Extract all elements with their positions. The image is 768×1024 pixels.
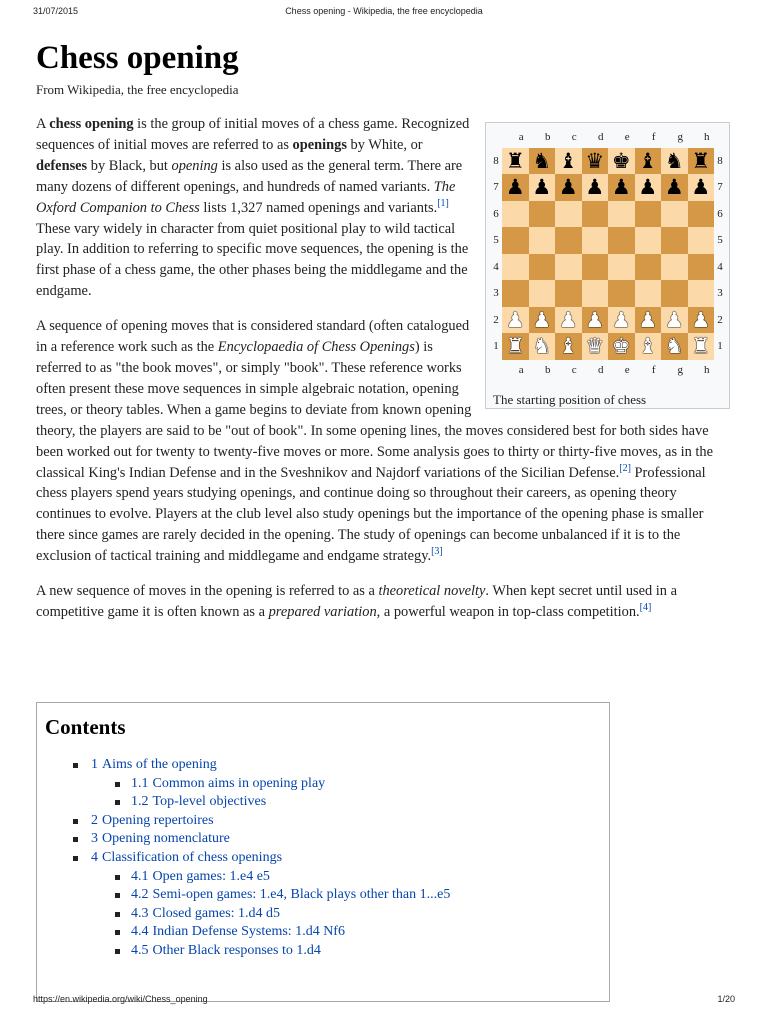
toc-item (45, 830, 601, 849)
square-b1 (529, 333, 556, 360)
toc-number: 4.2 (131, 887, 149, 903)
square-b5 (529, 227, 556, 254)
square-e8 (608, 148, 635, 175)
square-c6 (555, 201, 582, 228)
toc-list (45, 756, 601, 961)
citation-link-3[interactable]: [3] (431, 546, 443, 558)
square-d1 (582, 333, 609, 360)
toc-label: Classification of chess openings (102, 849, 283, 865)
toc-number: 4.5 (131, 942, 149, 958)
black-knight-icon: ♞ (532, 148, 552, 173)
rank-labels-left (490, 148, 502, 360)
toc-label: Top-level objectives (152, 794, 267, 810)
square-b6 (529, 201, 556, 228)
toc-label: Opening nomenclature (102, 831, 230, 847)
white-pawn-icon: ♟ (585, 307, 605, 332)
square-d4 (582, 254, 609, 281)
square-c3 (555, 280, 582, 307)
toc-link[interactable] (131, 869, 270, 884)
paragraph-intro: A chess opening is the group of initial moves of a chess game. Recognized sequences of initial moves are referred to as openings by White, or defenses by Black, but opening is also used as the general term. There are many dozens of different openings, and hundreds of named variants. The Oxford Companion to Chess lists 1,327 named openings and variants.[1] These vary widely in character from quiet positional play to wild tactical play. In addition to referring to specific move sequences, the opening is the first phase of a chess game, the other phases being the middlegame and the endgame. (36, 116, 470, 300)
rank-label: 3 (717, 287, 723, 300)
toc-item (45, 775, 601, 794)
file-label: e (624, 363, 630, 376)
toc-link[interactable] (91, 831, 230, 846)
toc-link[interactable] (131, 924, 345, 939)
black-rook-icon: ♜ (691, 148, 711, 173)
citation-link-4[interactable]: [4] (639, 602, 652, 614)
rank-label: 6 (717, 207, 723, 220)
square-d6 (582, 201, 609, 228)
rank-label: 2 (493, 313, 499, 326)
square-a2 (502, 307, 529, 334)
black-pawn-icon: ♟ (585, 175, 605, 200)
white-bishop-icon: ♝ (558, 334, 578, 359)
file-labels-top (508, 127, 720, 148)
square-a5 (502, 227, 529, 254)
square-a1 (502, 333, 529, 360)
file-label: e (624, 131, 630, 143)
file-label: h (704, 131, 710, 143)
black-pawn-icon: ♟ (638, 175, 658, 200)
square-b8 (529, 148, 556, 175)
file-label: g (677, 131, 683, 143)
citation-link-2[interactable]: [2] (619, 462, 631, 474)
black-pawn-icon: ♟ (611, 175, 631, 200)
white-king-icon: ♚ (611, 334, 631, 359)
toc-link[interactable] (91, 850, 282, 865)
square-h8 (688, 148, 715, 175)
rank-label: 5 (493, 234, 499, 247)
toc-item (45, 868, 601, 887)
square-h1 (688, 333, 715, 360)
print-url: https://en.wikipedia.org/wiki/Chess_opening (33, 994, 208, 1004)
toc-item (45, 942, 601, 961)
square-e5 (608, 227, 635, 254)
square-h7 (688, 174, 715, 201)
rank-label: 5 (717, 234, 723, 247)
rank-label: 1 (493, 340, 499, 353)
square-f1 (635, 333, 662, 360)
toc-item (45, 849, 601, 868)
square-a3 (502, 280, 529, 307)
toc-item (45, 905, 601, 924)
square-d5 (582, 227, 609, 254)
square-h6 (688, 201, 715, 228)
square-g5 (661, 227, 688, 254)
black-pawn-icon: ♟ (558, 175, 578, 200)
black-rook-icon: ♜ (505, 148, 525, 173)
rank-label: 2 (717, 313, 723, 326)
square-g2 (661, 307, 688, 334)
toc-number: 4.1 (131, 868, 149, 884)
toc-number: 4.4 (131, 924, 149, 940)
rank-label: 7 (717, 181, 723, 194)
toc-label: Open games: 1.e4 e5 (152, 868, 270, 884)
white-pawn-icon: ♟ (505, 307, 525, 332)
square-d2 (582, 307, 609, 334)
square-f7 (635, 174, 662, 201)
square-g8 (661, 148, 688, 175)
toc-label: Indian Defense Systems: 1.d4 Nf6 (152, 924, 345, 940)
black-pawn-icon: ♟ (532, 175, 552, 200)
file-label: d (598, 131, 604, 143)
file-label: f (651, 131, 656, 143)
white-knight-icon: ♞ (532, 334, 552, 359)
file-label: a (518, 131, 524, 143)
file-label: d (598, 363, 604, 376)
table-of-contents (36, 702, 610, 1002)
rank-label: 3 (493, 287, 499, 300)
square-b7 (529, 174, 556, 201)
square-h2 (688, 307, 715, 334)
square-g7 (661, 174, 688, 201)
print-page-title: Chess opening - Wikipedia, the free encyclopedia (285, 6, 483, 16)
square-b4 (529, 254, 556, 281)
toc-number: 2 (91, 812, 98, 828)
file-label: b (545, 131, 551, 143)
toc-item (45, 886, 601, 905)
square-h5 (688, 227, 715, 254)
infobox-caption: The starting position of chess (493, 392, 647, 407)
white-bishop-icon: ♝ (638, 334, 658, 359)
toc-label: Aims of the opening (102, 757, 217, 772)
chess-board (502, 148, 714, 360)
rank-label: 7 (493, 181, 499, 194)
black-pawn-icon: ♟ (505, 175, 525, 200)
toc-link[interactable] (131, 887, 450, 902)
white-pawn-icon: ♟ (638, 307, 658, 332)
square-c7 (555, 174, 582, 201)
toc-link[interactable] (131, 794, 266, 809)
rank-label: 6 (493, 207, 499, 220)
square-g3 (661, 280, 688, 307)
black-king-icon: ♚ (611, 148, 631, 173)
black-bishop-icon: ♝ (638, 148, 658, 173)
rank-label: 8 (717, 154, 723, 167)
toc-number: 3 (91, 831, 98, 847)
toc-number: 1.2 (131, 794, 149, 810)
square-a4 (502, 254, 529, 281)
square-e1 (608, 333, 635, 360)
toc-number: 4.3 (131, 905, 149, 921)
square-e7 (608, 174, 635, 201)
file-label: c (571, 363, 577, 376)
file-label: g (677, 363, 683, 376)
paragraph-novelty: A new sequence of moves in the opening is referred to as a theoretical novelty. When kept secret until used in a competitive game it is often known as a prepared variation, a powerful weapon in top-class competition.[4] (36, 583, 677, 620)
rank-labels-right (714, 148, 726, 360)
white-queen-icon: ♛ (585, 334, 605, 359)
toc-item (45, 812, 601, 831)
file-label: c (571, 131, 577, 143)
toc-label: Other Black responses to 1.d4 (152, 942, 321, 958)
white-pawn-icon: ♟ (664, 307, 684, 332)
square-f3 (635, 280, 662, 307)
square-d8 (582, 148, 609, 175)
file-labels-bottom (508, 360, 720, 381)
square-d7 (582, 174, 609, 201)
toc-label: Common aims in opening play (152, 775, 326, 791)
square-b2 (529, 307, 556, 334)
file-label: a (518, 363, 524, 376)
square-f6 (635, 201, 662, 228)
square-c4 (555, 254, 582, 281)
toc-link[interactable] (91, 757, 217, 772)
square-e6 (608, 201, 635, 228)
file-label: f (651, 363, 656, 376)
square-a8 (502, 148, 529, 175)
toc-number: 1 (91, 757, 98, 772)
black-queen-icon: ♛ (585, 148, 605, 173)
square-e3 (608, 280, 635, 307)
print-date: 31/07/2015 (33, 6, 79, 16)
square-a6 (502, 201, 529, 228)
white-pawn-icon: ♟ (691, 307, 711, 332)
chess-board-infobox (485, 122, 730, 409)
square-f2 (635, 307, 662, 334)
black-pawn-icon: ♟ (691, 175, 711, 200)
citation-link-1[interactable]: [1] (437, 197, 449, 209)
page-subtitle: From Wikipedia, the free encyclopedia (36, 82, 239, 97)
black-bishop-icon: ♝ (558, 148, 578, 173)
white-rook-icon: ♜ (505, 334, 525, 359)
toc-link[interactable] (131, 776, 325, 791)
paragraph-book-moves: A sequence of opening moves that is considered standard (often catalogued in a reference work such as the Encyclopaedia of Chess Openings) is referred to as "the book moves", or simply "book". These reference works often present these move sequences in simple algebraic notation, opening trees, or theory tables. When a game begins to deviate from known opening theory, the players are said to be "out of book". In some opening lines, the moves considered best for both sides have been worked out for twenty to twenty-five moves or more. Some analysis goes to thirty or thirty-five moves, as in the classical King's Indian Defense and in the Sveshnikov and Najdorf variations of the Sicilian Defense.[2] Professional chess players spend years studying openings, and continue doing so throughout their careers, as opening theory continues to evolve. Players at the club level also study openings but the importance of the opening phase is smaller there since games are rarely decided in the opening. The study of openings can become unbalanced if it is to the exclusion of tactical training and middlegame and endgame strategy.[3] (36, 318, 714, 565)
file-label: b (545, 363, 551, 376)
page-title: Chess opening (36, 40, 239, 76)
toc-link[interactable] (131, 906, 280, 921)
rank-label: 1 (717, 340, 723, 353)
toc-label: Semi-open games: 1.e4, Black plays other than 1...e5 (152, 887, 451, 903)
square-h4 (688, 254, 715, 281)
square-a7 (502, 174, 529, 201)
toc-label: Opening repertoires (102, 812, 214, 828)
square-c8 (555, 148, 582, 175)
toc-link[interactable] (91, 813, 214, 828)
toc-number: 4 (91, 849, 98, 865)
square-h3 (688, 280, 715, 307)
white-rook-icon: ♜ (691, 334, 711, 359)
toc-item (45, 923, 601, 942)
toc-title: Contents (45, 715, 126, 739)
toc-number: 1.1 (131, 775, 149, 791)
toc-item (45, 756, 601, 775)
rank-label: 8 (493, 154, 499, 167)
square-g4 (661, 254, 688, 281)
black-pawn-icon: ♟ (664, 175, 684, 200)
square-d3 (582, 280, 609, 307)
white-pawn-icon: ♟ (558, 307, 578, 332)
square-c2 (555, 307, 582, 334)
square-c1 (555, 333, 582, 360)
white-pawn-icon: ♟ (611, 307, 631, 332)
square-e4 (608, 254, 635, 281)
white-knight-icon: ♞ (664, 334, 684, 359)
black-knight-icon: ♞ (664, 148, 684, 173)
toc-link[interactable] (131, 943, 321, 958)
square-g6 (661, 201, 688, 228)
file-label: h (704, 363, 710, 376)
square-e2 (608, 307, 635, 334)
rank-label: 4 (493, 260, 499, 273)
square-g1 (661, 333, 688, 360)
rank-label: 4 (717, 260, 723, 273)
square-b3 (529, 280, 556, 307)
square-c5 (555, 227, 582, 254)
square-f4 (635, 254, 662, 281)
square-f8 (635, 148, 662, 175)
toc-label: Closed games: 1.d4 d5 (152, 905, 281, 921)
white-pawn-icon: ♟ (532, 307, 552, 332)
toc-item (45, 793, 601, 812)
chess-diagram (490, 127, 726, 385)
article-body (36, 114, 730, 637)
square-f5 (635, 227, 662, 254)
print-page-number: 1/20 (717, 994, 735, 1004)
